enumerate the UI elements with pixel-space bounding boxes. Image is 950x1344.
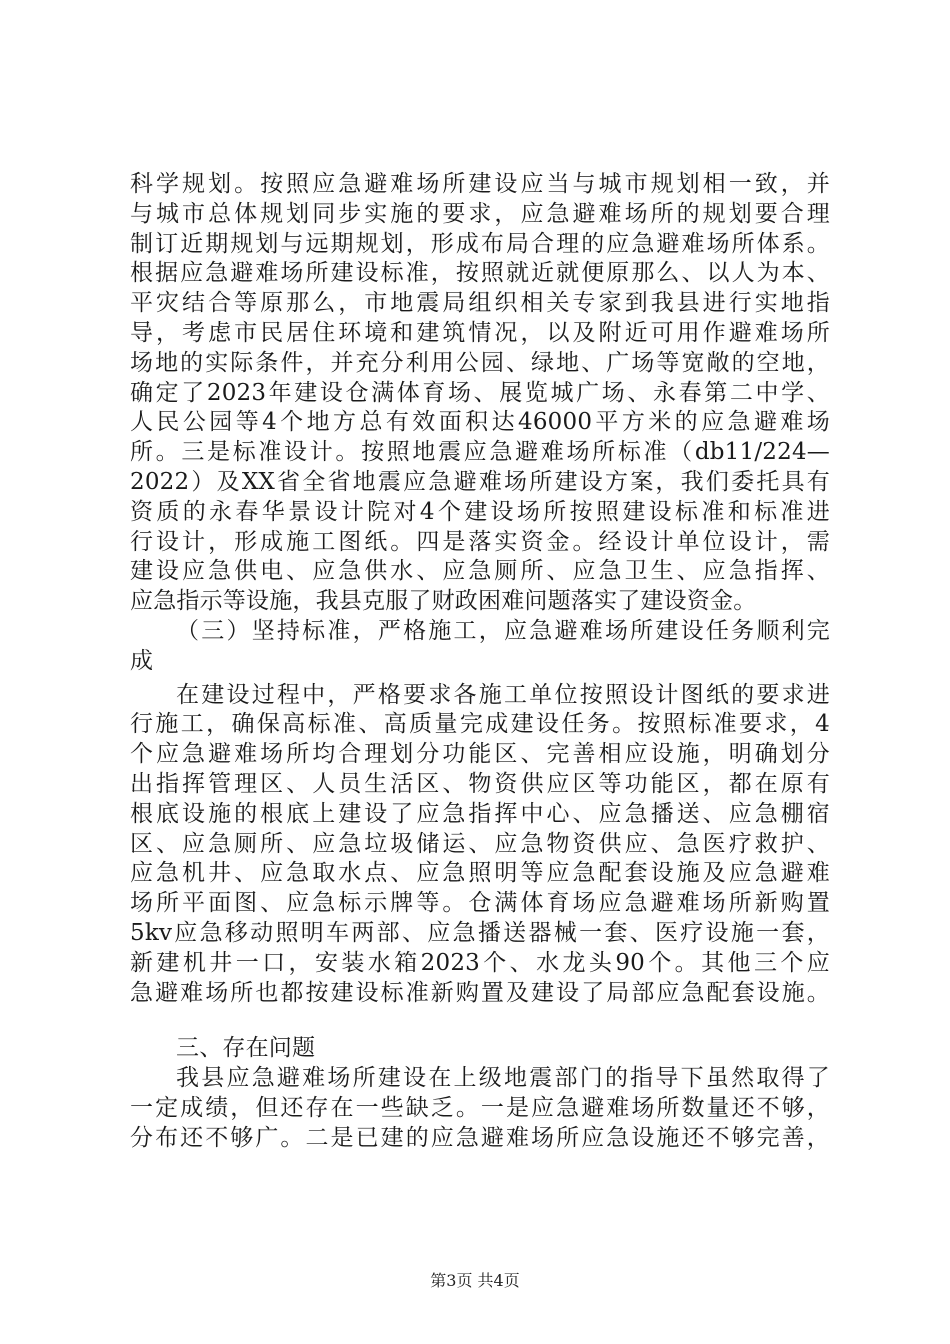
section-title: 三、存在问题 <box>176 1035 316 1062</box>
text-line: 导，考虑市民居住环境和建筑情况，以及附近可用作避难场所 <box>130 319 830 346</box>
text-line: 应急机井、应急取水点、应急照明等应急配套设施及应急避难 <box>130 860 830 887</box>
text-line: 急避难场所也都按建设标准新购置及建设了局部应急配套设施。 <box>130 979 830 1006</box>
page-number-footer: 第3页 共4页 <box>430 1271 520 1290</box>
text-line: 与城市总体规划同步实施的要求，应急避难场所的规划要合理 <box>130 200 830 227</box>
text-line: 根底设施的根底上建设了应急指挥中心、应急播送、应急棚宿 <box>130 800 830 827</box>
text-line: 5kv应急移动照明车两部、应急播送器械一套、医疗设施一套， <box>130 919 830 946</box>
text-line: 确定了2023年建设仓满体育场、展览城广场、永春第二中学、 <box>130 379 830 406</box>
text-line: 应急指示等设施，我县克服了财政困难问题落实了建设资金。 <box>130 588 757 615</box>
text-line: 制订近期规划与远期规划，形成布局合理的应急避难场所体系。 <box>130 230 830 257</box>
text-line: 行设计，形成施工图纸。四是落实资金。经设计单位设计，需 <box>130 528 830 555</box>
text-line: 我县应急避难场所建设在上级地震部门的指导下虽然取得了 <box>176 1065 830 1092</box>
text-line: 新建机井一口，安装水箱2023个、水龙头90个。其他三个应 <box>130 949 830 976</box>
text-line: 行施工，确保高标准、高质量完成建设任务。按照标准要求，4 <box>130 711 830 738</box>
text-line: 人民公园等4个地方总有效面积达46000平方米的应急避难场 <box>130 409 830 436</box>
text-line: 所。三是标准设计。按照地震应急避难场所标准（db11/224— <box>130 439 830 466</box>
paragraph-gap <box>130 1008 830 1036</box>
text-line: 在建设过程中，严格要求各施工单位按照设计图纸的要求进 <box>176 681 830 708</box>
text-line: 场地的实际条件，并充分利用公园、绿地、广场等宽敞的空地， <box>130 349 830 376</box>
document-body <box>130 170 830 1154</box>
text-line: 分布还不够广。二是已建的应急避难场所应急设施还不够完善， <box>130 1124 830 1151</box>
text-line: 资质的永春华景设计院对4个建设场所按照建设标准和标准进 <box>130 498 830 525</box>
section-heading: （三）坚持标准，严格施工，应急避难场所建设任务顺利完 <box>176 617 830 644</box>
text-line: 场所平面图、应急标示牌等。仓满体育场应急避难场所新购置 <box>130 890 830 917</box>
text-line: 一定成绩，但还存在一些缺乏。一是应急避难场所数量还不够， <box>130 1094 830 1121</box>
section-heading-continuation: 成 <box>130 647 154 674</box>
text-line: 建设应急供电、应急供水、应急厕所、应急卫生、应急指挥、 <box>130 558 830 585</box>
text-line: 区、应急厕所、应急垃圾储运、应急物资供应、急医疗救护、 <box>130 830 830 857</box>
text-line: 根据应急避难场所建设标准，按照就近就便原那么、以人为本、 <box>130 260 830 287</box>
text-line: 科学规划。按照应急避难场所建设应当与城市规划相一致，并 <box>130 171 830 197</box>
text-line: 个应急避难场所均合理划分功能区、完善相应设施，明确划分 <box>130 741 830 768</box>
text-line: 2022）及XX省全省地震应急避难场所建设方案，我们委托具有 <box>130 468 830 495</box>
text-line: 平灾结合等原那么，市地震局组织相关专家到我县进行实地指 <box>130 290 830 317</box>
text-line: 出指挥管理区、人员生活区、物资供应区等功能区，都在原有 <box>130 770 830 797</box>
